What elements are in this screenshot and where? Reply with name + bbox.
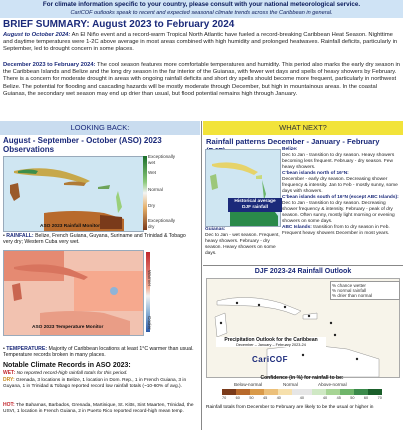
banner-line2: CariCOF outlooks speak to recent and expected seasonal climate trends across the Caribbean in general.: [70, 10, 333, 16]
temperature-map-graphic: [4, 251, 143, 335]
banner-line1: For climate information specific to your country, please consult with your national meteorological service.: [42, 1, 361, 8]
guianas-head: Guianas:: [205, 227, 226, 232]
historical-average-label: Historical average DJF rainfall: [228, 198, 282, 212]
precip-subtitle: December – January – February 2023-24: [236, 343, 306, 347]
looking-back-header: LOOKING BACK:: [0, 121, 200, 135]
record-dry-text: Grenada, 3 locations in Belize, 1 location in Dom. Rep., 1 in French Guiana, 3 in Guyana, 1 in Trinidad & Tobago reported record low rainfall totals (~10-60% of avg.).: [3, 378, 187, 389]
climate-records-title: Notable Climate Records in ASO 2023:: [3, 362, 131, 369]
aso-observations-title: August - September - October (ASO) 2023 Observations: [3, 136, 162, 154]
record-hot-text: The Bahamas, Barbados, Grenada, Martinique, St. Kitts, Sint Maarten, Trinidad, the USVI, 1 location in French Guiana, 2 in Puerto Rico reported record-high mean temp.: [3, 403, 194, 414]
south-islands-head: C'bean islands south of 16°N (except ABC Islands):: [282, 195, 399, 200]
para1-lead: August to October 2024:: [3, 32, 71, 38]
page-title: BRIEF SUMMARY: August 2023 to February 2024: [3, 19, 235, 30]
confidence-scale-labels: [222, 396, 382, 400]
djf-notes: [282, 147, 400, 237]
confidence-below: Below-normal: [234, 382, 263, 387]
guianas-note: [205, 227, 281, 257]
belize-head: Belize:: [282, 147, 298, 152]
caricof-logo: CariCOF: [252, 355, 288, 364]
scale-label: 60: [235, 396, 240, 400]
para2-lead: December 2023 to February 2024:: [3, 62, 96, 68]
legend-exceptionally-wet: Exceptionally wet: [148, 154, 176, 165]
precip-title: Precipitation Outlook for the Caribbean: [224, 337, 318, 343]
confidence-normal: Normal: [283, 382, 298, 387]
aso-rainfall-map: [3, 156, 144, 232]
legend-normal: Normal: [148, 187, 163, 192]
rainfall-bullet: • RAINFALL: Belize, French Guiana, Guyana, Suriname and Trinidad & Tobago very dry; Western Cuba very wet.: [3, 233, 186, 246]
scale-label: 70: [377, 396, 382, 400]
south-islands-text: Dec to Jan - transition to dry season. Decreasing shower frequency & intensity. February - peak of dry season. Often sunny, mostly light morning or evening showers on some days.: [282, 201, 395, 224]
summary-paragraph-aso: [3, 32, 400, 54]
temperature-bullet-text: Majority of Caribbean locations at least 1°C warmer than usual. Temperature records broken in many places.: [3, 346, 194, 359]
belize-text: Dec to Jan - transition to dry season. Heavy showers becoming less frequent. February - dry season. Few heavy showers.: [282, 153, 395, 170]
djf-map-graphic: [206, 150, 280, 226]
summary-paragraph-djf: [3, 62, 400, 98]
record-wet: [3, 371, 195, 377]
what-next-header: WHAT NEXT?: [203, 121, 403, 135]
outlook-title: DJF 2023-24 Rainfall Outlook: [254, 268, 352, 275]
record-hot-lead: HOT:: [3, 402, 15, 408]
legend-warmer: Warmer: [147, 270, 152, 287]
outlook-footer: Rainfall totals from December to February are likely to be the usual or higher in: [206, 405, 374, 410]
outlook-legend-drier: % drier than normal: [332, 293, 373, 298]
temperature-monitor-title: ASO 2023 Temperature Monitor: [32, 325, 104, 330]
legend-cooler: Cooler: [147, 316, 152, 330]
precip-title-box: [216, 337, 326, 347]
outlook-legend: [330, 281, 400, 300]
scale-label: 40: [322, 396, 328, 400]
record-wet-lead: WET:: [3, 370, 16, 376]
right-separator: [203, 265, 403, 266]
para1-text: An El Niño event and a record-warm Tropical North Atlantic have fueled a record-breaking Caribbean Heat Season. Nighttime and daytime temperatures were 1-2C above average in most areas combined with high humidity and prolonged heatwaves. Rainfall deficits, particularly in September, led to drought concern in some places.: [3, 32, 398, 53]
abc-head: ABC Islands:: [282, 225, 312, 230]
guianas-text: Dec to Jan - wet season. Frequent, heavy showers. February - dry season. Heavy showers on some days.: [205, 233, 280, 256]
scale-label: 45: [336, 396, 341, 400]
temperature-bullet-lead: TEMPERATURE:: [6, 346, 48, 352]
scale-label: 60: [363, 396, 369, 400]
scale-label: 70: [222, 396, 227, 400]
north-islands-head: C'bean islands north of 16°N:: [282, 171, 349, 176]
north-islands-text: December - early dry season. Decreasing shower frequency & intensity. Jan to Feb - mostly sunny, some days with showers.: [282, 177, 398, 194]
rainfall-map-graphic: [4, 157, 143, 231]
scale-label: 50: [249, 396, 254, 400]
record-dry-lead: DRY:: [3, 377, 15, 383]
scale-label: 45: [263, 396, 268, 400]
record-wet-text: No reported record-high rainfall totals for this period.: [15, 371, 128, 376]
record-hot: [3, 403, 195, 415]
rainfall-monitor-title: ASO 2023 Rainfall Monitor: [40, 224, 100, 229]
legend-wet: Wet: [148, 170, 157, 175]
scale-label: 40: [299, 396, 305, 400]
outlook-legend-normal: % normal rainfall: [332, 288, 367, 293]
rainfall-legend-bar: [143, 156, 147, 230]
aso-temperature-map: [3, 250, 144, 336]
legend-dry: Dry: [148, 203, 156, 208]
confidence-above: Above-normal: [318, 382, 347, 387]
confidence-scale-bar: [222, 389, 382, 395]
temperature-bullet: • TEMPERATURE: Majority of Caribbean locations at least 1°C warmer than usual. Temperature records broken in many places.: [3, 346, 194, 359]
legend-exceptionally-dry: Exceptionally dry: [148, 218, 176, 229]
column-divider: [201, 121, 202, 430]
confidence-title: Confidence (in %) for rainfall to be:: [260, 375, 344, 381]
outlook-legend-wetter: % chance wetter: [332, 283, 366, 288]
para2-text: The cool season features more comfortable temperatures and humidity. This period also marks the early dry season in the Caribbean Islands and Belize and the long dry season in the far interior of the Guianas, with fewer wet days and spells of heavy showers by February. There is a concern for moderate drought in areas with ongoing rainfall deficits and short dry spells should become more frequent, particularly in northwest Belize. The potential for flooding and cascading hazards will be mostly moderate through December, but high in mountainous areas. In the coastal Guianas, the secondary wet season may end up drier than usual, but flood potential remains high through January.: [3, 62, 400, 97]
scale-label: 50: [350, 396, 355, 400]
rainfall-bullet-text: Belize, French Guiana, Guyana, Suriname and Trinidad & Tobago very dry; Western Cuba very wet.: [3, 233, 186, 246]
djf-rainfall-pattern-map: [205, 149, 281, 227]
record-dry: [3, 378, 195, 390]
abc-text: transition from to dry season in Feb. Frequent heavy showers December in most years.: [282, 225, 390, 236]
info-banner: [0, 0, 403, 18]
djf-rainfall-title: Rainfall patterns December - January - February: [206, 137, 380, 146]
rainfall-bullet-lead: RAINFALL:: [6, 233, 34, 239]
scale-label: 40: [276, 396, 281, 400]
